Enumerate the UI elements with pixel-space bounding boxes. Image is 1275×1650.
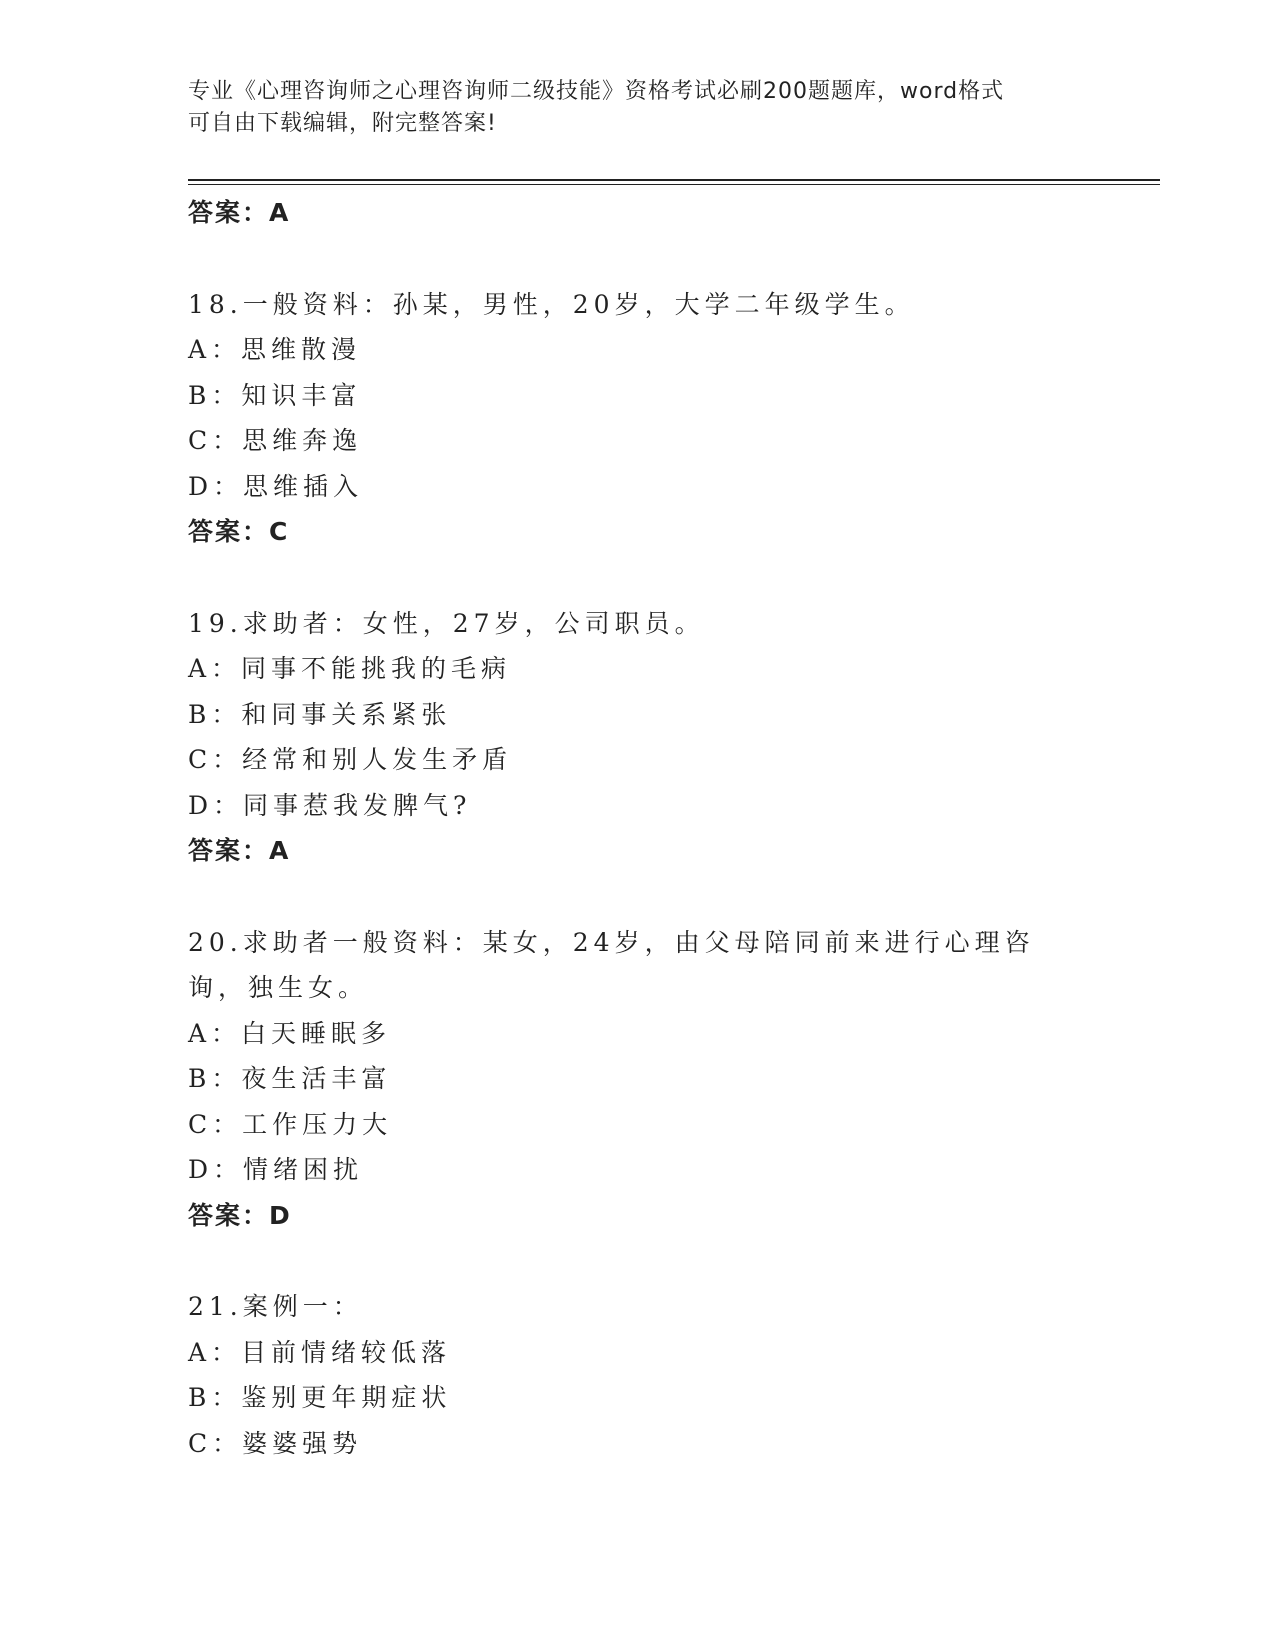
question-18: 18.一般资料：孙某，男性，20岁，大学二年级学生。	[188, 289, 915, 319]
header-rule-thin	[188, 184, 1160, 185]
question-20-option-c: C：工作压力大	[188, 1109, 393, 1139]
spacer	[188, 236, 1088, 282]
answer-17: 答案：A	[188, 198, 291, 227]
question-18-option-a: A：思维散漫	[188, 335, 362, 364]
question-20-option-a: A：白天睡眠多	[188, 1018, 392, 1048]
answer-18: 答案：C	[188, 517, 290, 546]
question-19-option-b: B：和同事关系紧张	[188, 699, 452, 729]
question-21-option-b: B：鉴别更年期症状	[188, 1383, 452, 1412]
question-18-option-b: B：知识丰富	[188, 380, 362, 410]
question-21-option-a: A：目前情绪较低落	[188, 1337, 452, 1367]
question-18-option-c: C：思维奔逸	[188, 426, 363, 455]
header-rule-thick	[188, 179, 1160, 181]
answer-20: 答案：D	[188, 1200, 292, 1230]
question-21-option-c: C：婆婆强势	[188, 1428, 363, 1458]
document-header	[188, 76, 1088, 140]
question-21: 21.案例一：	[188, 1292, 363, 1321]
question-19-option-d: D：同事惹我发脾气?	[188, 790, 472, 820]
question-19: 19.求助者：女性，27岁，公司职员。	[188, 608, 705, 638]
question-19-option-a: A：同事不能挑我的毛病	[188, 654, 512, 683]
header-line-1: 专业《心理咨询师之心理咨询师二级技能》资格考试必刷200题题库，word格式	[188, 79, 1005, 104]
answer-19: 答案：A	[188, 836, 291, 865]
question-20-option-b: B：夜生活丰富	[188, 1064, 392, 1093]
spacer	[188, 1238, 1088, 1284]
question-20: 20.求助者一般资料：某女，24岁，由父母陪同前来进行心理咨询，独生女。	[188, 927, 1035, 1002]
question-18-option-d: D：思维插入	[188, 471, 364, 501]
question-list	[188, 190, 1088, 1466]
spacer	[188, 555, 1088, 601]
question-20-option-d: D：情绪困扰	[188, 1155, 364, 1184]
spacer	[188, 874, 1088, 920]
question-19-option-c: C：经常和别人发生矛盾	[188, 745, 513, 774]
header-line-2: 可自由下载编辑，附完整答案!	[188, 111, 497, 136]
